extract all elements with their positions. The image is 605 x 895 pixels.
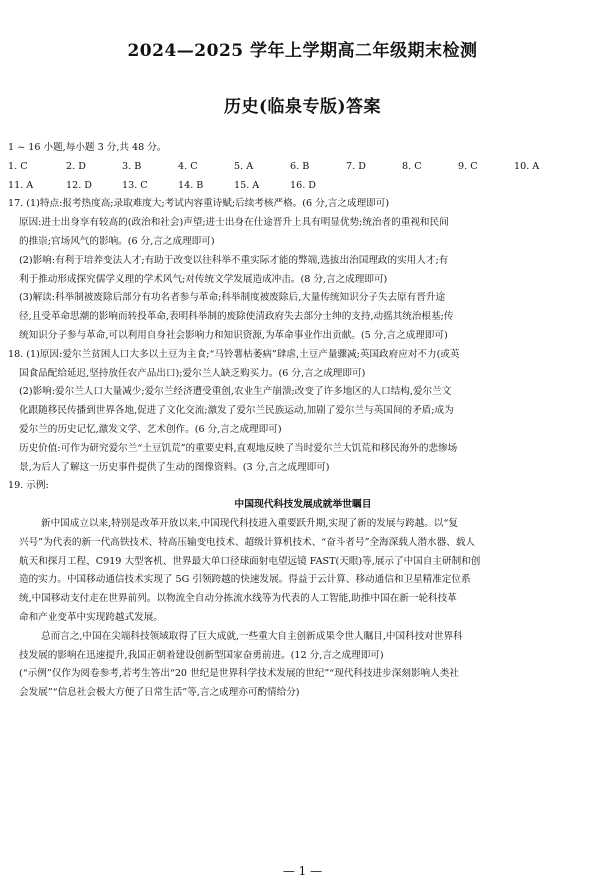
q17-line: 径,且受革命思潮的影响而转投革命,表明科举制的废除使清政府失去部分士绅的支持,动摇其统治根基;传 [19, 311, 454, 323]
q17-line: 利于推动形成探究儒学义理的学术风气;对传统文学发展造成冲击。(8 分,言之成理即可) [19, 273, 388, 285]
mc-answer: 12. D [66, 179, 92, 191]
mc-answer-row-2 [8, 177, 598, 196]
q17-line: 原因:进士出身享有较高的(政治和社会)声望;进士出身在仕途晋升上具有明显优势;统治者的重视和民间 [19, 217, 449, 229]
essay-line: 总而言之,中国在尖端科技领域取得了巨大成就,一些重大自主创新成果令世人瞩目,中国科技对世界科 [41, 630, 463, 642]
exam-title: 2024—2025 学年上学期高二年级期末检测 [127, 41, 478, 61]
answer-title: 历史(临泉专版)答案 [223, 97, 382, 117]
q17-line: (3)解读:科举制被废除后部分有功名者参与革命;科举制度被废除后,大量传统知识分子失去原有晋升途 [19, 292, 446, 304]
essay-line: 技发展的影响在迅速提升,我国正朝着建设创新型国家奋勇前进。(12 分,言之成理即可) [19, 649, 384, 661]
mc-answer: 11. A [8, 179, 34, 191]
mc-answer: 14. B [178, 179, 204, 191]
q18-line: (2)影响:爱尔兰人口大量减少;爱尔兰经济遭受重创,农业生产崩溃;改变了许多地区的人口结构,爱尔兰文 [19, 386, 452, 398]
mc-answer: 16. D [290, 179, 316, 191]
mc-answer: 9. C [458, 160, 478, 172]
q18-line: 景,为后人了解这一历史事件提供了生动的图像资料。(3 分,言之成理即可) [19, 461, 330, 473]
mc-answer: 1. C [8, 160, 28, 172]
page-number: — 1 — [282, 864, 323, 878]
mc-answer: 8. C [402, 160, 422, 172]
essay-line: 兴号”为代表的新一代高铁技术、特高压输变电技术、超级计算机技术、“奋斗者号”全海深载人潜水器、载人 [19, 536, 476, 548]
q17-line: (2)影响:有利于培养变法人才;有助于改变以往科举不重实际才能的弊端,选拔出治国理政的实用人才;有 [19, 254, 449, 266]
mc-answer-row-1 [8, 158, 598, 177]
q18-line: 国食品配给延迟,坚持放任农产品出口);爱尔兰人缺乏购买力。(6 分,言之成理即可) [19, 367, 366, 379]
essay-line: 命和产业变革中实现跨越式发展。 [19, 611, 163, 623]
grading-note: (“示例”仅作为阅卷参考,若考生答出“20 世纪是世界科学技术发展的世纪”“现代科技进步深刻影响人类社 [19, 668, 459, 680]
q18-line: 18. (1)原因:爱尔兰贫困人口大多以土豆为主食;“马铃薯枯萎病”肆虐,土豆产量骤减;英国政府应对不力(或英 [8, 348, 460, 360]
mc-answer: 3. B [122, 160, 142, 172]
q17-line: 17. (1)特点:报考热度高;录取难度大;考试内容重诗赋;后续考核严格。(6 分,言之成理即可) [8, 198, 390, 210]
essay-line: 统,中国移动支付走在世界前列。以物流全自动分拣流水线等为代表的人工智能,助推中国在新一轮科技革 [19, 593, 457, 605]
q17-line: 统知识分子参与革命,可以利用自身社会影响力和知识资源,为革命事业作出贡献。(5 分,言之成理即可) [19, 329, 448, 341]
q19-label: 19. 示例: [8, 480, 49, 492]
q17-line: 的推崇;官场风气的影响。(6 分,言之成理即可) [19, 235, 215, 247]
answer-content [8, 139, 598, 703]
essay-line: 航天和探月工程、C919 大型客机、世界最大单口径球面射电望远镜 FAST(天眼)等,展示了中国自主研制和创 [19, 555, 481, 567]
essay-line: 新中国成立以来,特别是改革开放以来,中国现代科技进入重要跃升期,实现了新的发展与跨越。以“复 [41, 517, 458, 529]
q18-line: 爱尔兰的历史记忆,激发文学、艺术创作。(6 分,言之成理即可) [19, 423, 282, 435]
essay-title: 中国现代科技发展成就举世瞩目 [234, 499, 372, 511]
q18-line: 化跟随移民传播到世界各地,促进了文化交流;激发了爱尔兰民族运动,加剧了爱尔兰与英国间的矛盾;成为 [19, 405, 454, 417]
mc-answer: 5. A [234, 160, 254, 172]
q18-line: 历史价值:可作为研究爱尔兰“土豆饥荒”的重要史料,直观地反映了当时爱尔兰大饥荒和移民海外的悲惨场 [19, 442, 458, 454]
mc-intro: 1 ~ 16 小题,每小题 3 分,共 48 分。 [8, 142, 167, 153]
mc-answer: 4. C [178, 160, 198, 172]
mc-answer: 10. A [514, 160, 540, 172]
mc-answer: 13. C [122, 179, 148, 191]
mc-answer: 7. D [346, 160, 366, 172]
essay-line: 造的实力。中国移动通信技术实现了 5G 引领跨越的快速发展。得益于云计算、移动通信和卫星精准定位系 [19, 574, 471, 586]
mc-answer: 15. A [234, 179, 260, 191]
grading-note: 会发展”“信息社会极大方便了日常生活”等,言之成理亦可酌情给分) [19, 687, 300, 699]
mc-answer: 2. D [66, 160, 86, 172]
mc-answer: 6. B [290, 160, 310, 172]
